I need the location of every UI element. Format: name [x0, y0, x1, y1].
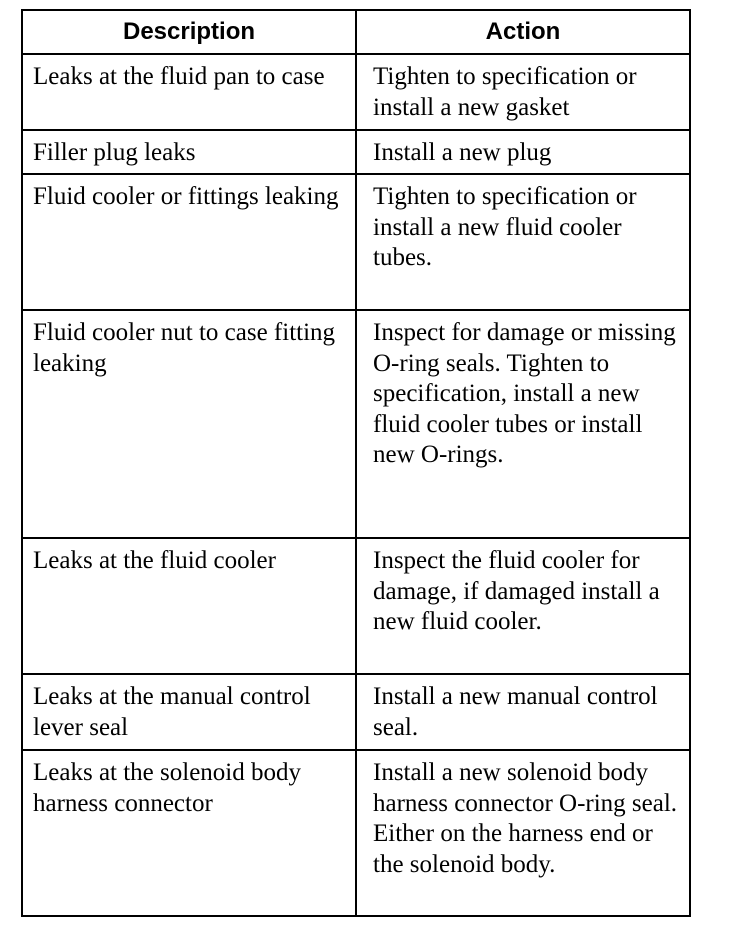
table-row [22, 674, 690, 750]
table-row [22, 174, 690, 310]
action-text: Tighten to specification or install a new gasket [373, 63, 637, 121]
description-cell [22, 310, 356, 538]
description-cell [22, 130, 356, 174]
table-row [22, 310, 690, 538]
table-row [22, 54, 690, 130]
action-text: Install a new solenoid body harness connector O-ring seal. Either on the harness end or the solenoid body. [373, 759, 678, 878]
action-text: Inspect the fluid cooler for damage, if damaged install a new fluid cooler. [373, 547, 660, 635]
description-text: Leaks at the fluid cooler [33, 547, 276, 574]
action-cell [356, 750, 690, 916]
description-cell [22, 674, 356, 750]
header-description: Description [22, 10, 356, 54]
action-cell [356, 310, 690, 538]
action-text: Inspect for damage or missing O-ring seals. Tighten to specification, install a new fluid cooler tubes or install new O-rings. [373, 319, 676, 468]
action-text: Install a new manual control seal. [373, 683, 658, 741]
description-text: Leaks at the solenoid body harness connector [33, 759, 301, 817]
action-cell [356, 130, 690, 174]
header-action: Action [356, 10, 690, 54]
action-cell [356, 674, 690, 750]
table-row [22, 538, 690, 674]
action-text: Tighten to specification or install a new fluid cooler tubes. [373, 183, 637, 271]
description-text: Leaks at the manual control lever seal [33, 683, 311, 741]
table-row [22, 750, 690, 916]
description-text: Filler plug leaks [33, 139, 196, 166]
action-cell [356, 174, 690, 310]
header-row [22, 10, 690, 54]
description-text: Fluid cooler nut to case fitting leaking [33, 319, 336, 377]
description-text: Fluid cooler or fittings leaking [33, 183, 339, 210]
description-cell [22, 174, 356, 310]
action-cell [356, 538, 690, 674]
action-text: Install a new plug [373, 139, 552, 166]
diagnosis-table [21, 9, 691, 917]
table-row [22, 130, 690, 174]
action-cell [356, 54, 690, 130]
description-text: Leaks at the fluid pan to case [33, 63, 325, 90]
description-cell [22, 538, 356, 674]
description-cell [22, 750, 356, 916]
description-cell [22, 54, 356, 130]
